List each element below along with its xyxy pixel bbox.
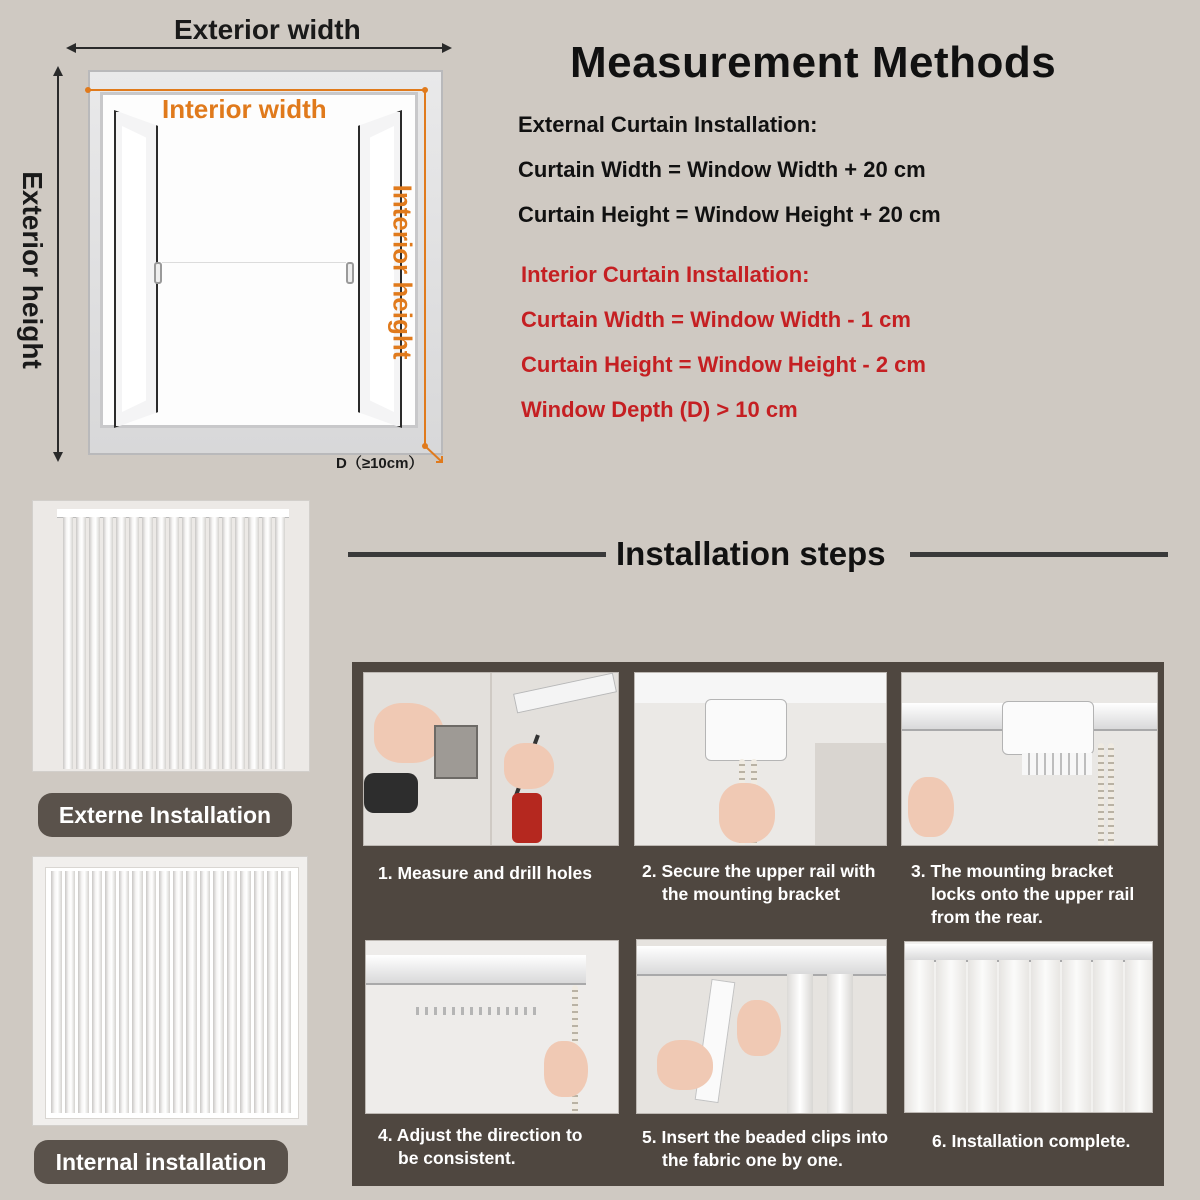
measurement-title: Measurement Methods bbox=[570, 38, 1057, 87]
externe-installation-photo bbox=[32, 500, 310, 772]
divider-right bbox=[910, 552, 1168, 557]
vertical-slats bbox=[63, 517, 285, 769]
step-4-photo bbox=[365, 940, 619, 1114]
installation-steps-title: Installation steps bbox=[616, 535, 886, 572]
interior-height-formula: Curtain Height = Window Height - 2 cm bbox=[521, 352, 926, 377]
step-3-line-2: locks onto the upper rail bbox=[931, 884, 1135, 904]
step-6-caption bbox=[932, 1130, 1158, 1153]
step-6-photo bbox=[904, 941, 1153, 1113]
internal-installation-label: Internal installation bbox=[34, 1140, 288, 1184]
step-1-caption bbox=[378, 862, 618, 885]
divider-left bbox=[348, 552, 606, 557]
vertical-slats-internal bbox=[51, 871, 291, 1113]
window-diagram bbox=[0, 0, 480, 480]
step-3-line-1: 3. The mounting bracket bbox=[911, 861, 1114, 881]
depth-label: D（≥10cm） bbox=[336, 455, 424, 472]
exterior-width-arrow bbox=[66, 40, 452, 56]
external-height-formula: Curtain Height = Window Height + 20 cm bbox=[518, 202, 941, 227]
step-4-line-1: 4. Adjust the direction to bbox=[378, 1125, 583, 1145]
interior-height-label: Interior height bbox=[387, 184, 418, 360]
step-2-line-1: 2. Secure the upper rail with bbox=[642, 861, 876, 881]
step-1-line-1: 1. Measure and drill holes bbox=[378, 863, 592, 883]
step-4-caption bbox=[378, 1124, 618, 1170]
step-2-photo bbox=[634, 672, 887, 846]
step-3-line-3: from the rear. bbox=[931, 907, 1043, 927]
step-6-line-1: 6. Installation complete. bbox=[932, 1131, 1131, 1151]
step-1-photo bbox=[363, 672, 619, 846]
step-5-line-2: the fabric one by one. bbox=[662, 1150, 843, 1170]
interior-width-label: Interior width bbox=[162, 94, 327, 124]
externe-installation-label: Externe Installation bbox=[38, 793, 292, 837]
window-depth-formula: Window Depth (D) > 10 cm bbox=[521, 397, 798, 422]
exterior-height-arrow bbox=[50, 66, 66, 462]
exterior-width-label: Exterior width bbox=[174, 14, 361, 45]
external-heading: External Curtain Installation: bbox=[518, 112, 818, 137]
step-3-caption bbox=[911, 860, 1161, 929]
interior-width-formula: Curtain Width = Window Width - 1 cm bbox=[521, 307, 911, 332]
step-5-photo bbox=[636, 939, 887, 1114]
exterior-height-label: Exterior height bbox=[17, 171, 48, 369]
interior-heading: Interior Curtain Installation: bbox=[521, 262, 810, 287]
external-width-formula: Curtain Width = Window Width + 20 cm bbox=[518, 157, 926, 182]
internal-installation-photo bbox=[32, 856, 308, 1126]
step-5-line-1: 5. Insert the beaded clips into bbox=[642, 1127, 889, 1147]
step-2-line-2: the mounting bracket bbox=[662, 884, 840, 904]
step-2-caption bbox=[642, 860, 892, 906]
step-4-line-2: be consistent. bbox=[398, 1148, 516, 1168]
step-3-photo bbox=[901, 672, 1158, 846]
step-5-caption bbox=[642, 1126, 902, 1172]
